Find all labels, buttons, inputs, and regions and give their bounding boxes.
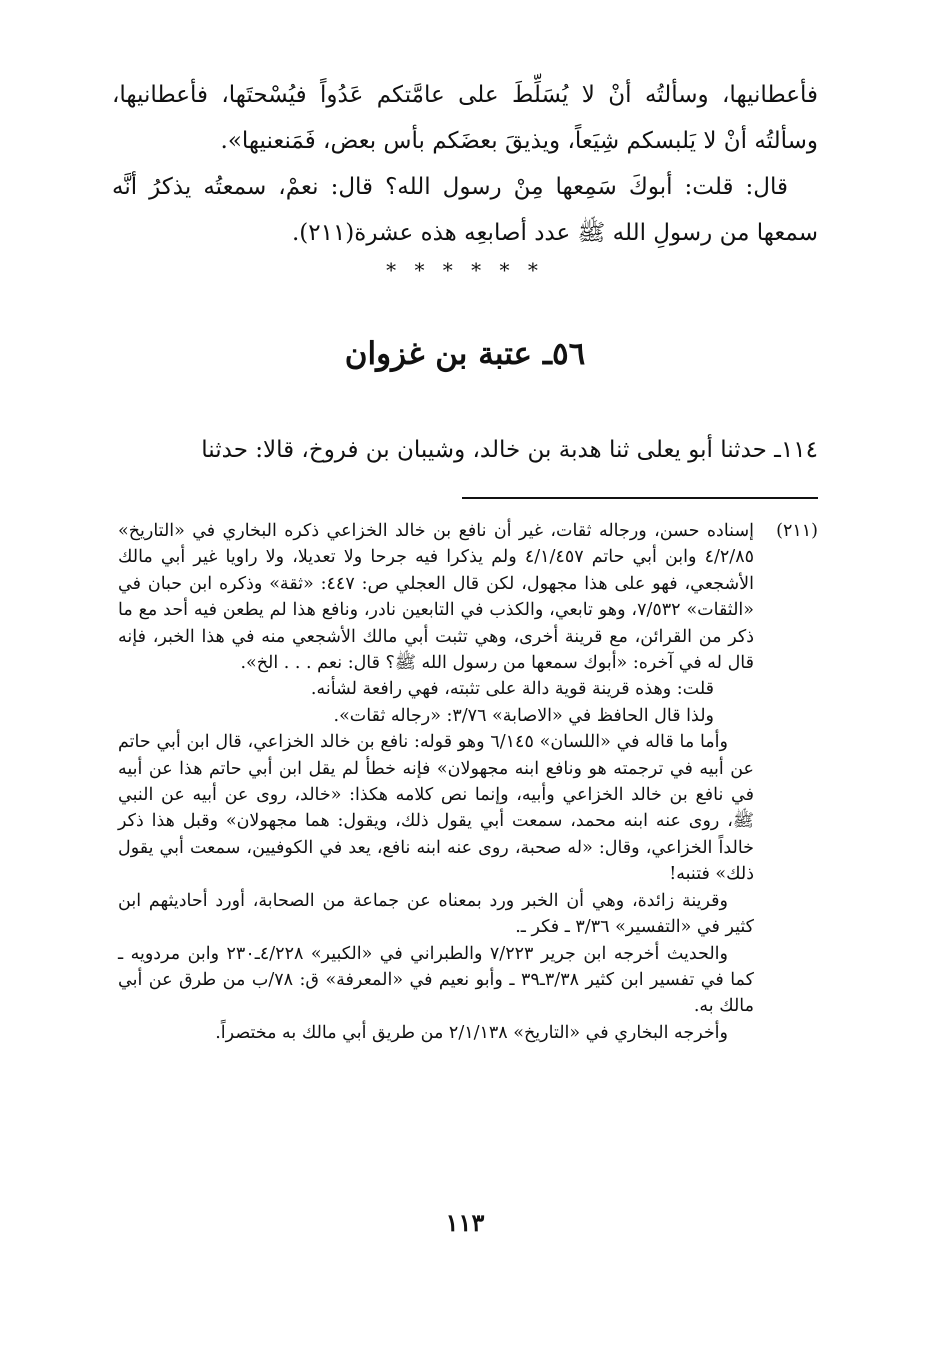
section-separator: * * * * * * <box>386 258 544 282</box>
footnote-divider <box>462 497 818 499</box>
footnote-paragraph: وأما ما قاله في «اللسان» ٦/١٤٥ وهو قوله: نافع بن خالد الخزاعي، قال ابن أبي حاتم عن أبيه في ترجمته هو ونافع ابنه مجهولان» فإنه خطأ لم يقل ابن أبي حاتم هذا عن أبيه في نافع بن خالد الخزاعي وأبيه، وإنما نص كلامه هكذا: «خالد، روى عن أبيه عن النبي ﷺ، روى عنه ابنه محمد، سمعت أبي يقول ذلك، ويقول: هما مجهولان» وقبل هذا ذكر خالداً الخزاعي، وقال: «له صحبة، روى عنه ابنه نافع، يعد في الكوفيين، سمعت أبي يقول ذلك» فتنبه! <box>118 732 754 885</box>
footnote-paragraph: إسناده حسن، ورجاله ثقات، غير أن نافع بن خالد الخزاعي ذكره البخاري في «التاريخ» ٤/٢/٨٥ وابن أبي حاتم ٤/١/٤٥٧ ولم يذكرا فيه جرحا ولا تعديلا، ولا راويا غير أبي مالك الأشجعي، فهو على هذا مجهول، لكن قال العجلي ص: ٤٤٧: «ثقة» وذكره ابن حبان في «الثقات» ٧/٥٣٢، وهو تابعي، والكذب في التابعين نادر، ونافع هذا لم يطعن فيه أحد مع ما ذكر من القرائن، مع قرينة أخرى، وهي تثبت أبي مالك الأشجعي منه في هذا الخبر، فإنه قال له في آخره: «أبوك سمعها من رسول الله ﷺ؟ قال: نعم . . . الخ». <box>118 521 754 674</box>
hadith-text: ١١٤ـ حدثنا أبو يعلى ثنا هدبة بن خالد، وشيبان بن فروخ، قالا: حدثنا <box>201 437 818 463</box>
footnote-paragraph: والحديث أخرجه ابن جرير ٧/٢٢٣ والطبراني في «الكبير» ٤/٢٢٨ـ٢٣٠ وابن مردويه ـ كما في تفسير ابن كثير ٣/٣٨ـ٣٩ ـ وأبو نعيم في «المعرفة» ق: ٧٨/ب من طرق عن أبي مالك به. <box>118 943 755 1017</box>
main-paragraph: قال: قلت: أبوكَ سَمِعها مِنْ رسول الله؟ قال: نعمْ، سمعتُه يذكرُ أنَّه سمعها من رسولِ الله ﷺ عدد أصابعِه هذه عشرة(٢١١). <box>112 174 818 246</box>
footnote-paragraph: وأخرجه البخاري في «التاريخ» ٢/١/١٣٨ من طريق أبي مالك به مختصراً. <box>215 1022 728 1043</box>
main-text <box>112 72 818 256</box>
footnote-paragraph: ولذا قال الحافظ في «الاصابة» ٣/٧٦: «رجاله ثقات». <box>333 705 714 726</box>
footnote-body <box>118 518 754 1046</box>
main-paragraph: فأعطانيها، وسألتُه أنْ لا يُسَلِّطَ على عامَّتكم عَدُواً فيُسْحتَها، فأعطانيها، وسألتُه أنْ لا يَلبسكم شِيَعاً، ويذيقَ بعضَكم بأس بعض، فَمَنعنيها». <box>112 82 818 154</box>
page-number: ١١٣ <box>445 1208 485 1237</box>
footnote-paragraph: وقرينة زائدة، وهي أن الخبر ورد بمعناه عن جماعة من الصحابة، أورد أحاديثهم ابن كثير في «التفسير» ٣/٣٦ ـ فكر ـ. <box>118 890 754 938</box>
footnote-number: (٢١١) <box>776 521 818 541</box>
footnote-paragraph: قلت: وهذه قرينة قوية دالة على تثبته، فهي رافعة لشأنه. <box>310 679 714 700</box>
footnote <box>118 518 818 1046</box>
chapter-heading: ٥٦ـ عتبة بن غزوان <box>344 336 586 372</box>
